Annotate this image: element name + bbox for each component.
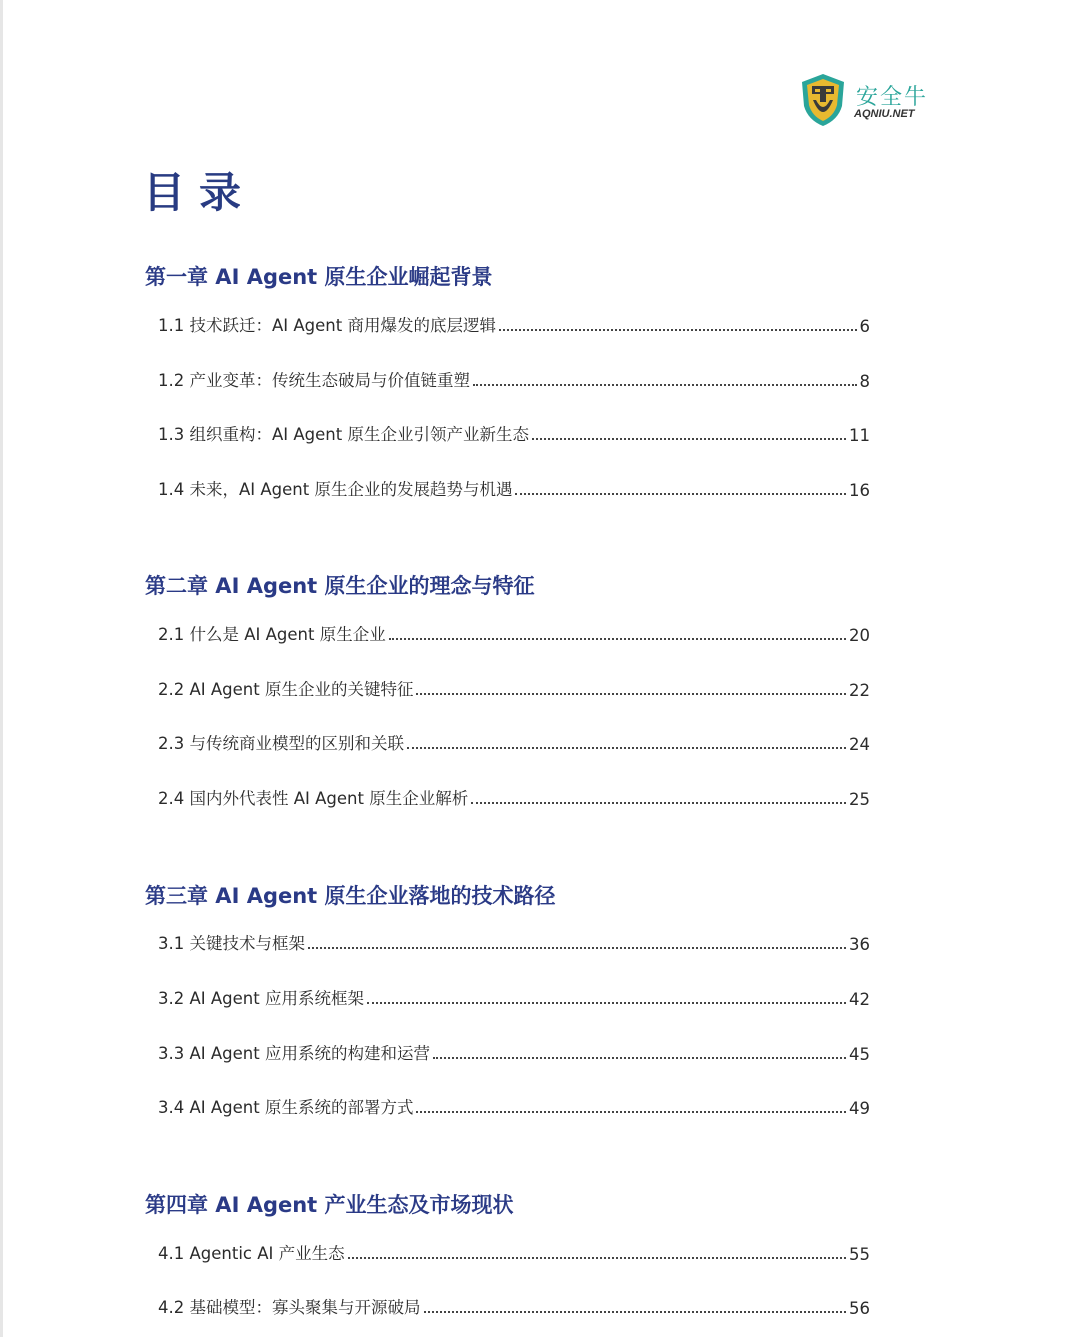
- entry-label: 3.1 关键技术与框架: [158, 934, 305, 953]
- dot-leader: [473, 384, 857, 386]
- entry-page-number: 25: [849, 790, 870, 809]
- toc-entry[interactable]: [158, 785, 870, 809]
- knight-shield-icon: [800, 72, 846, 128]
- toc-entry[interactable]: [158, 730, 870, 754]
- entry-label: 2.3 与传统商业模型的区别和关联: [158, 734, 404, 753]
- chapter-heading[interactable]: 第四章 AI Agent 产业生态及市场现状: [145, 1193, 514, 1217]
- entry-label: 1.1 技术跃迁：AI Agent 商用爆发的底层逻辑: [158, 316, 496, 335]
- entry-page-number: 16: [849, 481, 870, 500]
- logo-name-en: AQNIU.NET: [854, 108, 915, 120]
- entry-page-number: 55: [849, 1245, 870, 1264]
- toc-entry[interactable]: [158, 1094, 870, 1118]
- dot-leader: [389, 638, 846, 640]
- entry-page-number: 24: [849, 735, 870, 754]
- entry-page-number: 56: [849, 1299, 870, 1318]
- entry-label: 4.1 Agentic AI 产业生态: [158, 1244, 345, 1263]
- entry-label: 3.2 AI Agent 应用系统框架: [158, 989, 364, 1008]
- entry-label: 3.3 AI Agent 应用系统的构建和运营: [158, 1044, 430, 1063]
- toc-entry[interactable]: [158, 1240, 870, 1264]
- entry-page-number: 36: [849, 935, 870, 954]
- entry-label: 1.2 产业变革：传统生态破局与价值链重塑: [158, 371, 470, 390]
- toc-entry[interactable]: [158, 476, 870, 500]
- dot-leader: [416, 1111, 846, 1113]
- entry-page-number: 8: [859, 372, 870, 391]
- toc-entry[interactable]: [158, 1040, 870, 1064]
- toc-entry[interactable]: [158, 421, 870, 445]
- dot-leader: [308, 947, 846, 949]
- brand-logo: [800, 72, 930, 132]
- dot-leader: [424, 1311, 847, 1313]
- entry-page-number: 42: [849, 990, 870, 1009]
- dot-leader: [471, 802, 846, 804]
- toc-entry[interactable]: [158, 930, 870, 954]
- dot-leader: [499, 329, 857, 331]
- entry-page-number: 49: [849, 1099, 870, 1118]
- dot-leader: [433, 1057, 846, 1059]
- entry-label: 1.3 组织重构：AI Agent 原生企业引领产业新生态: [158, 425, 529, 444]
- toc-entry[interactable]: [158, 621, 870, 645]
- entry-label: 2.2 AI Agent 原生企业的关键特征: [158, 680, 414, 699]
- toc-entry[interactable]: [158, 312, 870, 336]
- dot-leader: [515, 493, 846, 495]
- entry-label: 3.4 AI Agent 原生系统的部署方式: [158, 1098, 414, 1117]
- dot-leader: [407, 747, 846, 749]
- logo-name-cn: 安全牛: [856, 85, 929, 110]
- entry-page-number: 11: [849, 426, 870, 445]
- chapter-heading[interactable]: 第二章 AI Agent 原生企业的理念与特征: [145, 574, 535, 598]
- toc-title: 目录: [143, 168, 256, 217]
- toc-entry[interactable]: [158, 1294, 870, 1318]
- entry-label: 2.4 国内外代表性 AI Agent 原生企业解析: [158, 789, 469, 808]
- toc-entry[interactable]: [158, 676, 870, 700]
- dot-leader: [348, 1257, 846, 1259]
- page-edge: [0, 0, 3, 1337]
- entry-page-number: 20: [849, 626, 870, 645]
- chapter-heading[interactable]: 第三章 AI Agent 原生企业落地的技术路径: [145, 884, 556, 908]
- toc-entry[interactable]: [158, 367, 870, 391]
- dot-leader: [367, 1002, 846, 1004]
- entry-page-number: 22: [849, 681, 870, 700]
- entry-page-number: 45: [849, 1045, 870, 1064]
- entry-label: 2.1 什么是 AI Agent 原生企业: [158, 625, 386, 644]
- dot-leader: [416, 693, 846, 695]
- toc-entry[interactable]: [158, 985, 870, 1009]
- entry-page-number: 6: [859, 317, 870, 336]
- entry-label: 1.4 未来，AI Agent 原生企业的发展趋势与机遇: [158, 480, 513, 499]
- entry-label: 4.2 基础模型：寡头聚集与开源破局: [158, 1298, 421, 1317]
- chapter-heading[interactable]: 第一章 AI Agent 原生企业崛起背景: [145, 265, 493, 289]
- dot-leader: [532, 438, 846, 440]
